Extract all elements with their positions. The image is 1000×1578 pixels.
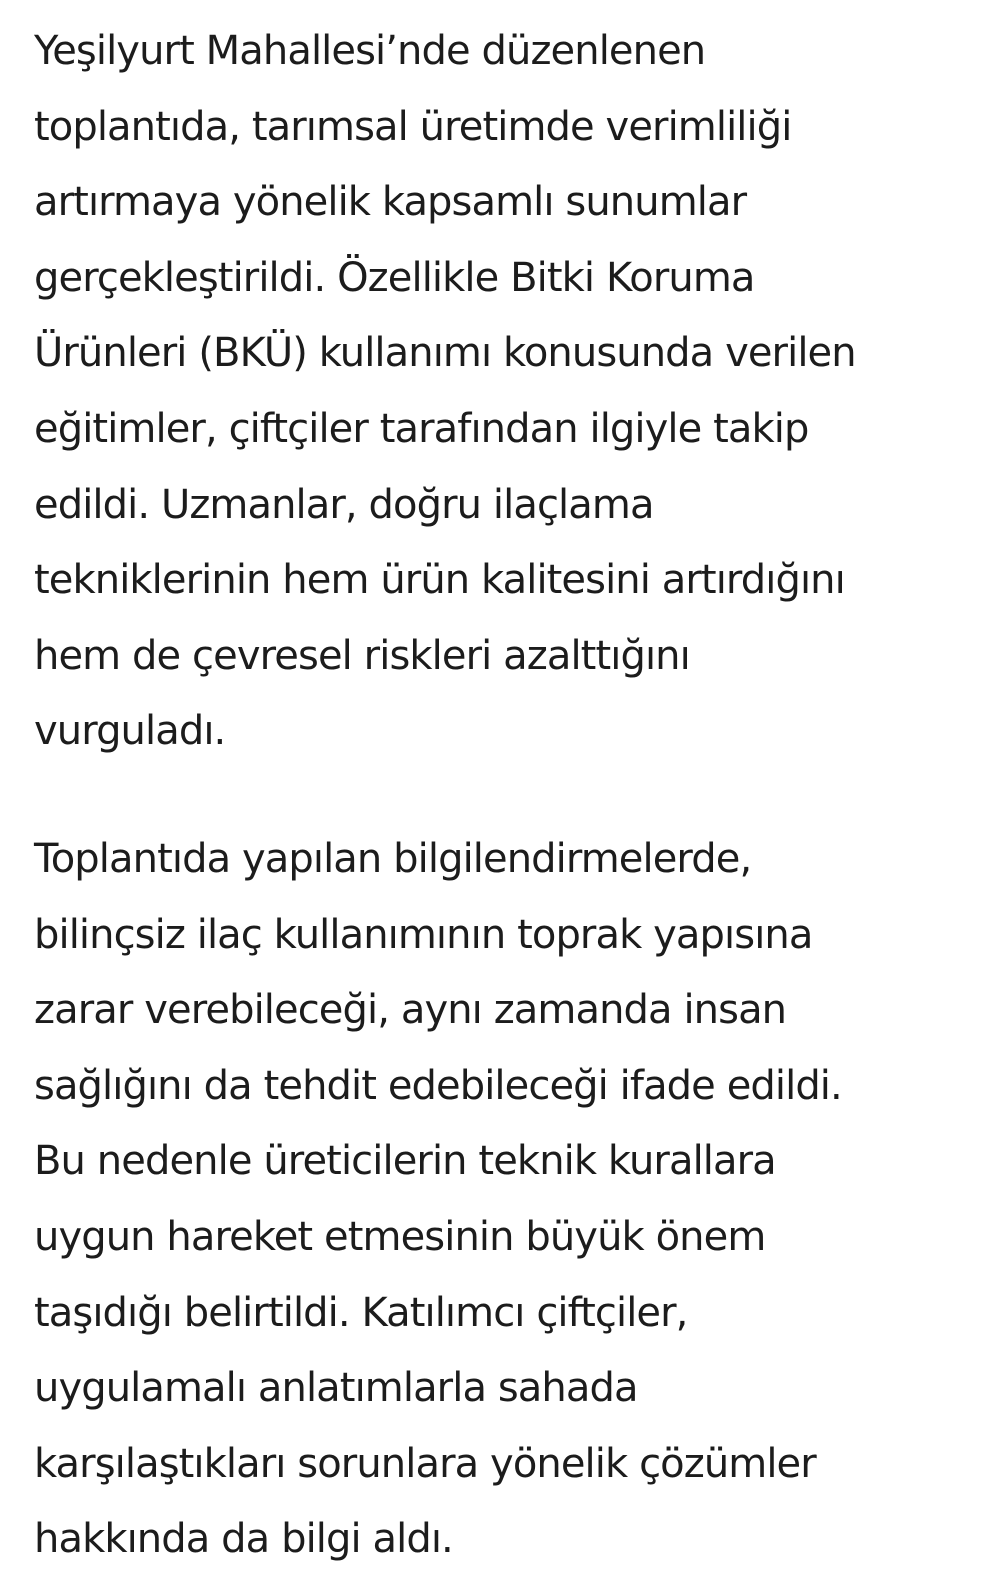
text-line: uygun hareket etmesinin büyük önem: [34, 1213, 766, 1260]
text-line: eğitimler, çiftçiler tarafından ilgiyle takip: [34, 405, 809, 452]
text-line: hem de çevresel riskleri azalttığını: [34, 632, 690, 679]
text-line: Ürünleri (BKÜ) kullanımı konusunda verilen: [34, 330, 856, 377]
text-line: Yeşilyurt Mahallesi’nde düzenlenen: [34, 28, 706, 74]
text-line: edildi. Uzmanlar, doğru ilaçlama: [34, 481, 654, 528]
text-line: toplantıda, tarımsal üretimde verimliliği: [34, 103, 792, 150]
text-line: uygulamalı anlatımlarla sahada: [34, 1365, 638, 1412]
text-line: karşılaştıkları sorunlara yönelik çözümler: [34, 1440, 816, 1487]
article-body: [34, 14, 974, 1578]
text-line: artırmaya yönelik kapsamlı sunumlar: [34, 179, 747, 226]
paragraph-2: [34, 822, 974, 1578]
text-line: Bu nedenle üreticilerin teknik kurallara: [34, 1138, 776, 1185]
text-line: taşıdığı belirtildi. Katılımcı çiftçiler,: [34, 1289, 688, 1336]
text-line: Toplantıda yapılan bilgilendirmelerde,: [34, 835, 752, 882]
text-line: bilinçsiz ilaç kullanımının toprak yapısına: [34, 911, 813, 958]
text-line: hakkında da bilgi aldı.: [34, 1516, 453, 1563]
text-line: tekniklerinin hem ürün kalitesini artırdığını: [34, 557, 845, 604]
text-line: sağlığını da tehdit edebileceği ifade edildi.: [34, 1062, 842, 1109]
text-line: vurguladı.: [34, 708, 226, 755]
text-line: zarar verebileceği, aynı zamanda insan: [34, 987, 787, 1034]
paragraph-1: [34, 14, 974, 770]
text-line: gerçekleştirildi. Özellikle Bitki Koruma: [34, 254, 755, 301]
paragraph-spacer: [34, 770, 974, 822]
